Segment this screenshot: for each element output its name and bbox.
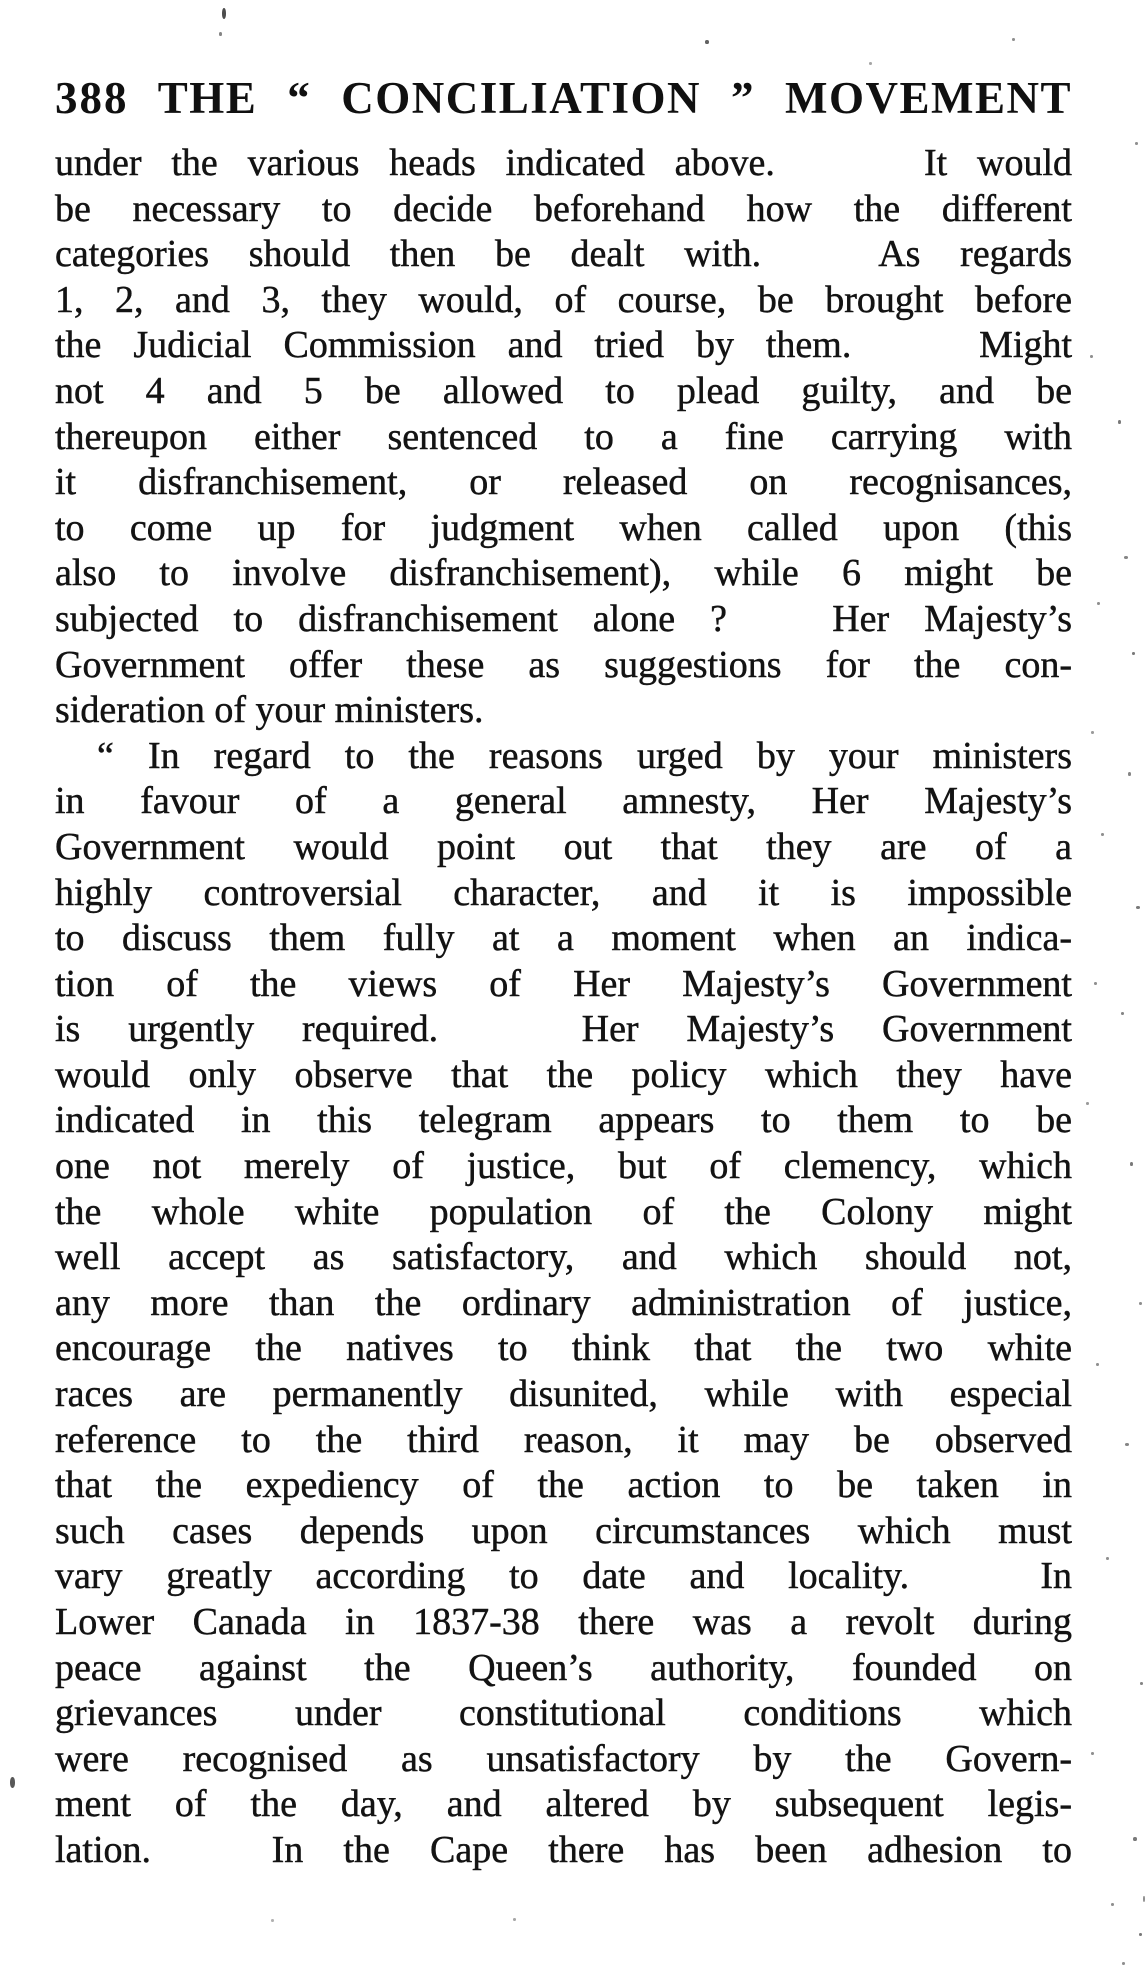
- scan-speck: [1106, 1557, 1109, 1560]
- text-line: not 4 and 5 be allowed to plead guilty, and be: [55, 369, 1072, 412]
- scan-speck: [1090, 355, 1093, 358]
- scan-speck: [869, 62, 872, 65]
- text-line: Lower Canada in 1837-38 there was a revolt during: [55, 1601, 1072, 1643]
- scan-speck: [1140, 1682, 1143, 1685]
- text-line: be necessary to decide beforehand how the different: [55, 187, 1072, 230]
- text-line: well accept as satisfactory, and which should not,: [55, 1236, 1072, 1279]
- text-line: such cases depends upon circumstances which must: [55, 1509, 1072, 1552]
- text-line: to discuss them fully at a moment when an indica-: [55, 917, 1072, 960]
- text-line: the Judicial Commission and tried by them. Might: [55, 324, 1072, 367]
- text-line: reference to the third reason, it may be observed: [55, 1418, 1072, 1461]
- text-line: Government would point out that they are of a: [55, 825, 1072, 868]
- scan-speck: [10, 1777, 15, 1788]
- text-line: that the expediency of the action to be taken in: [55, 1464, 1072, 1507]
- scan-speck: [1133, 1837, 1137, 1841]
- page-body-text: [55, 141, 1072, 1874]
- running-title: THE “ CONCILIATION ” MOVEMENT: [157, 73, 1072, 123]
- scan-speck: [1118, 420, 1121, 424]
- scan-speck: [1130, 1162, 1133, 1166]
- text-line: sideration of your ministers.: [55, 689, 484, 732]
- scan-speck: [1121, 1012, 1124, 1015]
- text-line: encourage the natives to think that the two white: [55, 1327, 1072, 1370]
- text-line: Government offer these as suggestions for the con-: [55, 643, 1072, 686]
- text-line: were recognised as unsatisfactory by the Govern-: [55, 1737, 1072, 1780]
- text-line: one not merely of justice, but of clemency, which: [55, 1145, 1072, 1188]
- scan-speck: [1122, 1962, 1125, 1965]
- text-line: grievances under constitutional conditions which: [55, 1692, 1072, 1735]
- text-line: under the various heads indicated above. It would: [55, 142, 1072, 184]
- text-line: subjected to disfranchisement alone ? Her Majesty’s: [55, 597, 1072, 640]
- text-line: highly controversial character, and it is impossible: [55, 871, 1072, 914]
- scan-speck: [513, 1918, 516, 1921]
- scan-speck: [1128, 772, 1131, 776]
- scan-speck: [1135, 142, 1138, 145]
- text-line: thereupon either sentenced to a fine carrying with: [55, 415, 1072, 458]
- page-number: 388: [55, 73, 129, 123]
- text-line: “ In regard to the reasons urged by your ministers: [97, 734, 1072, 777]
- text-line: categories should then be dealt with. As regards: [55, 233, 1072, 276]
- text-line: is urgently required. Her Majesty’s Government: [55, 1008, 1072, 1051]
- scan-speck: [1139, 1933, 1142, 1936]
- scan-speck: [1094, 982, 1097, 985]
- scan-speck: [705, 40, 709, 44]
- text-line: to come up for judgment when called upon (this: [55, 506, 1072, 549]
- text-line: tion of the views of Her Majesty’s Government: [55, 962, 1072, 1005]
- scan-speck: [1091, 731, 1094, 734]
- scan-speck: [1096, 1363, 1099, 1366]
- text-line: 1, 2, and 3, they would, of course, be brought before: [55, 278, 1072, 321]
- scan-speck: [219, 32, 222, 36]
- text-line: would only observe that the policy which they have: [55, 1053, 1072, 1096]
- scan-speck: [271, 1919, 274, 1922]
- text-line: peace against the Queen’s authority, founded on: [55, 1646, 1072, 1689]
- text-line: indicated in this telegram appears to them to be: [55, 1099, 1072, 1142]
- scan-speck: [1139, 1302, 1142, 1305]
- scan-speck: [1125, 1443, 1129, 1446]
- text-line: it disfranchisement, or released on recognisances,: [55, 461, 1072, 504]
- scan-speck: [1086, 1102, 1089, 1105]
- text-line: any more than the ordinary administration of justice,: [55, 1281, 1072, 1324]
- scan-speck: [1097, 602, 1100, 605]
- text-line: races are permanently disunited, while with especial: [55, 1373, 1072, 1416]
- scan-speck: [1136, 906, 1140, 909]
- scan-speck: [1111, 1903, 1114, 1906]
- text-line: the whole white population of the Colony might: [55, 1190, 1072, 1233]
- scan-speck: [1091, 1752, 1094, 1755]
- text-line: also to involve disfranchisement), while 6 might be: [55, 552, 1072, 595]
- scan-speck: [1132, 652, 1135, 655]
- scan-speck: [1101, 833, 1104, 836]
- text-line: ment of the day, and altered by subsequent legis-: [55, 1783, 1072, 1826]
- scan-speck: [1012, 38, 1015, 41]
- page-header: [55, 72, 1072, 124]
- scan-speck: [222, 8, 226, 19]
- text-line: vary greatly according to date and locality. In: [55, 1555, 1072, 1598]
- scan-speck: [1124, 556, 1128, 559]
- text-line: lation. In the Cape there has been adhesion to: [55, 1828, 1072, 1871]
- text-line: in favour of a general amnesty, Her Majesty’s: [55, 780, 1072, 823]
